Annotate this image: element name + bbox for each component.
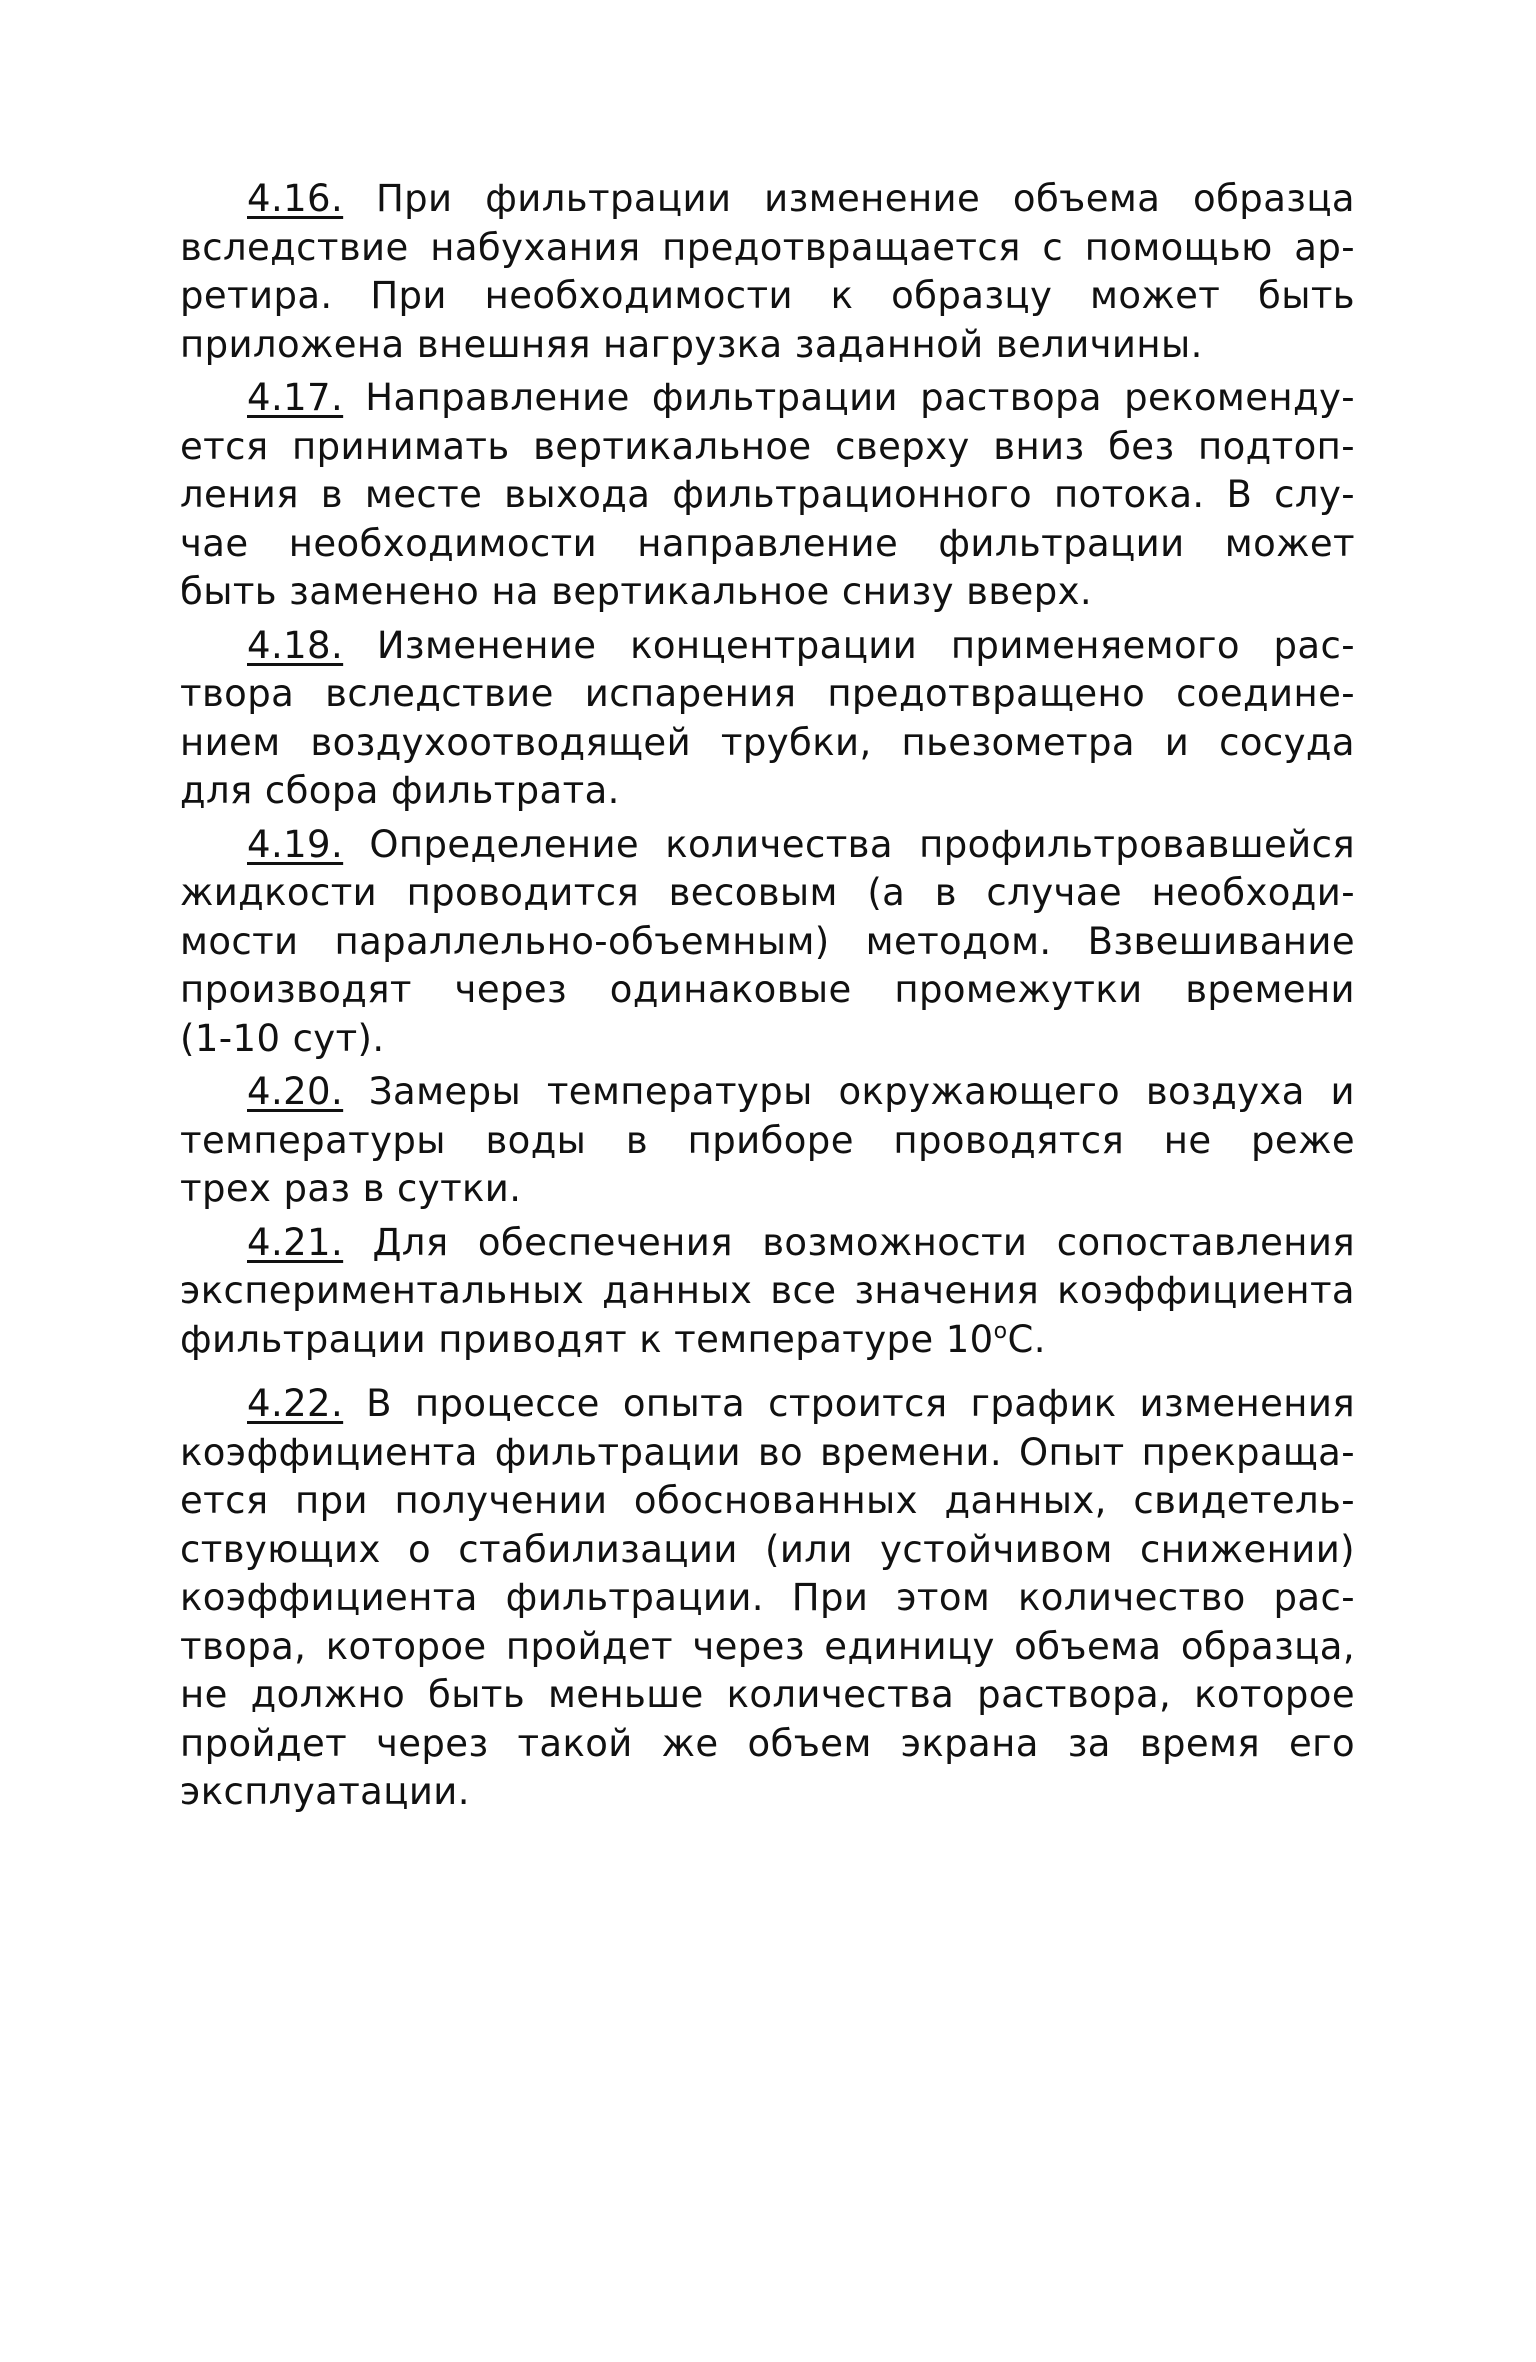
text-line: твора вследствие испарения предотвращено соедине- — [180, 672, 1355, 715]
text-line: нием воздухоотводящей трубки, пьезометра и сосуда — [180, 720, 1355, 764]
text-line: 4.19. Определение количества профильтровавшейся — [247, 822, 1355, 866]
section-number: 4.20. — [247, 1070, 344, 1113]
text-line: ретира. При необходимости к образцу может быть — [180, 274, 1355, 317]
text-line: (1-10 сут). — [180, 1016, 385, 1060]
text-line: ления в месте выхода фильтрационного потока. В слу- — [180, 473, 1355, 516]
paragraph-4-22 — [180, 1380, 1355, 1817]
text-line: быть заменено на вертикальное снизу вверх. — [180, 570, 1093, 613]
text-line: температуры воды в приборе проводятся не реже — [180, 1118, 1355, 1162]
text-line: не должно быть меньше количества раствора, которое — [180, 1673, 1355, 1716]
text-line: 4.22. В процессе опыта строится график изменения — [247, 1382, 1355, 1425]
text-line: жидкости проводится весовым (а в случае необходи- — [180, 871, 1355, 914]
text-line: экспериментальных данных все значения коэффициента — [180, 1269, 1355, 1312]
text-line: ется принимать вертикальное сверху вниз без подтоп- — [180, 424, 1355, 468]
section-number: 4.22. — [247, 1382, 344, 1425]
text-line: твора, которое пройдет через единицу объема образца, — [180, 1624, 1355, 1668]
text-line: производят через одинаковые промежутки времени — [180, 968, 1355, 1011]
text-line: 4.16. При фильтрации изменение объема образца — [247, 177, 1355, 220]
temperature-unit: С. — [1007, 1317, 1046, 1361]
text-line: ется при получении обоснованных данных, свидетель- — [180, 1479, 1355, 1522]
text-line: чае необходимости направление фильтрации может — [180, 521, 1355, 565]
section-number: 4.17. — [247, 376, 344, 419]
paragraph-4-20 — [180, 1068, 1355, 1214]
text-line: 4.17. Направление фильтрации раствора рекоменду- — [247, 376, 1355, 419]
text-line: 4.18. Изменение концентрации применяемого рас- — [247, 623, 1355, 667]
section-number: 4.21. — [247, 1220, 344, 1264]
text-line: вследствие набухания предотвращается с помощью ар- — [180, 225, 1355, 269]
paragraph-4-18 — [180, 622, 1355, 816]
text-line: 4.20. Замеры температуры окружающего воздуха и — [247, 1070, 1355, 1113]
text-line: трех раз в сутки. — [180, 1167, 522, 1210]
paragraph-4-17 — [180, 374, 1355, 617]
paragraph-4-16 — [180, 175, 1355, 369]
paragraph-gap — [180, 1369, 1355, 1380]
text-line: приложена внешняя нагрузка заданной величины. — [180, 322, 1203, 366]
text-line: для сбора фильтрата. — [180, 769, 620, 812]
document-page — [180, 175, 1355, 1822]
text-line: пройдет через такой же объем экрана за время его — [180, 1721, 1355, 1765]
text-line: коэффициента фильтрации во времени. Опыт прекраща- — [180, 1430, 1355, 1474]
paragraph-4-21 — [180, 1219, 1355, 1365]
paragraph-4-19 — [180, 821, 1355, 1064]
text-line: фильтрации приводят к температуре $10^оС$. — [180, 1317, 1046, 1361]
text-line: 4.21. Для обеспечения возможности сопоставления — [247, 1220, 1355, 1264]
section-number: 4.19. — [247, 822, 344, 866]
text-line: коэффициента фильтрации. При этом количество рас- — [180, 1576, 1355, 1619]
degree-sign: о — [993, 1318, 1008, 1344]
section-number: 4.18. — [247, 623, 344, 667]
text-line: мости параллельно-объемным) методом. Взвешивание — [180, 919, 1355, 963]
section-number: 4.16. — [247, 177, 344, 220]
text-line: ствующих о стабилизации (или устойчивом снижении) — [180, 1527, 1355, 1571]
text-line: эксплуатации. — [180, 1770, 470, 1813]
